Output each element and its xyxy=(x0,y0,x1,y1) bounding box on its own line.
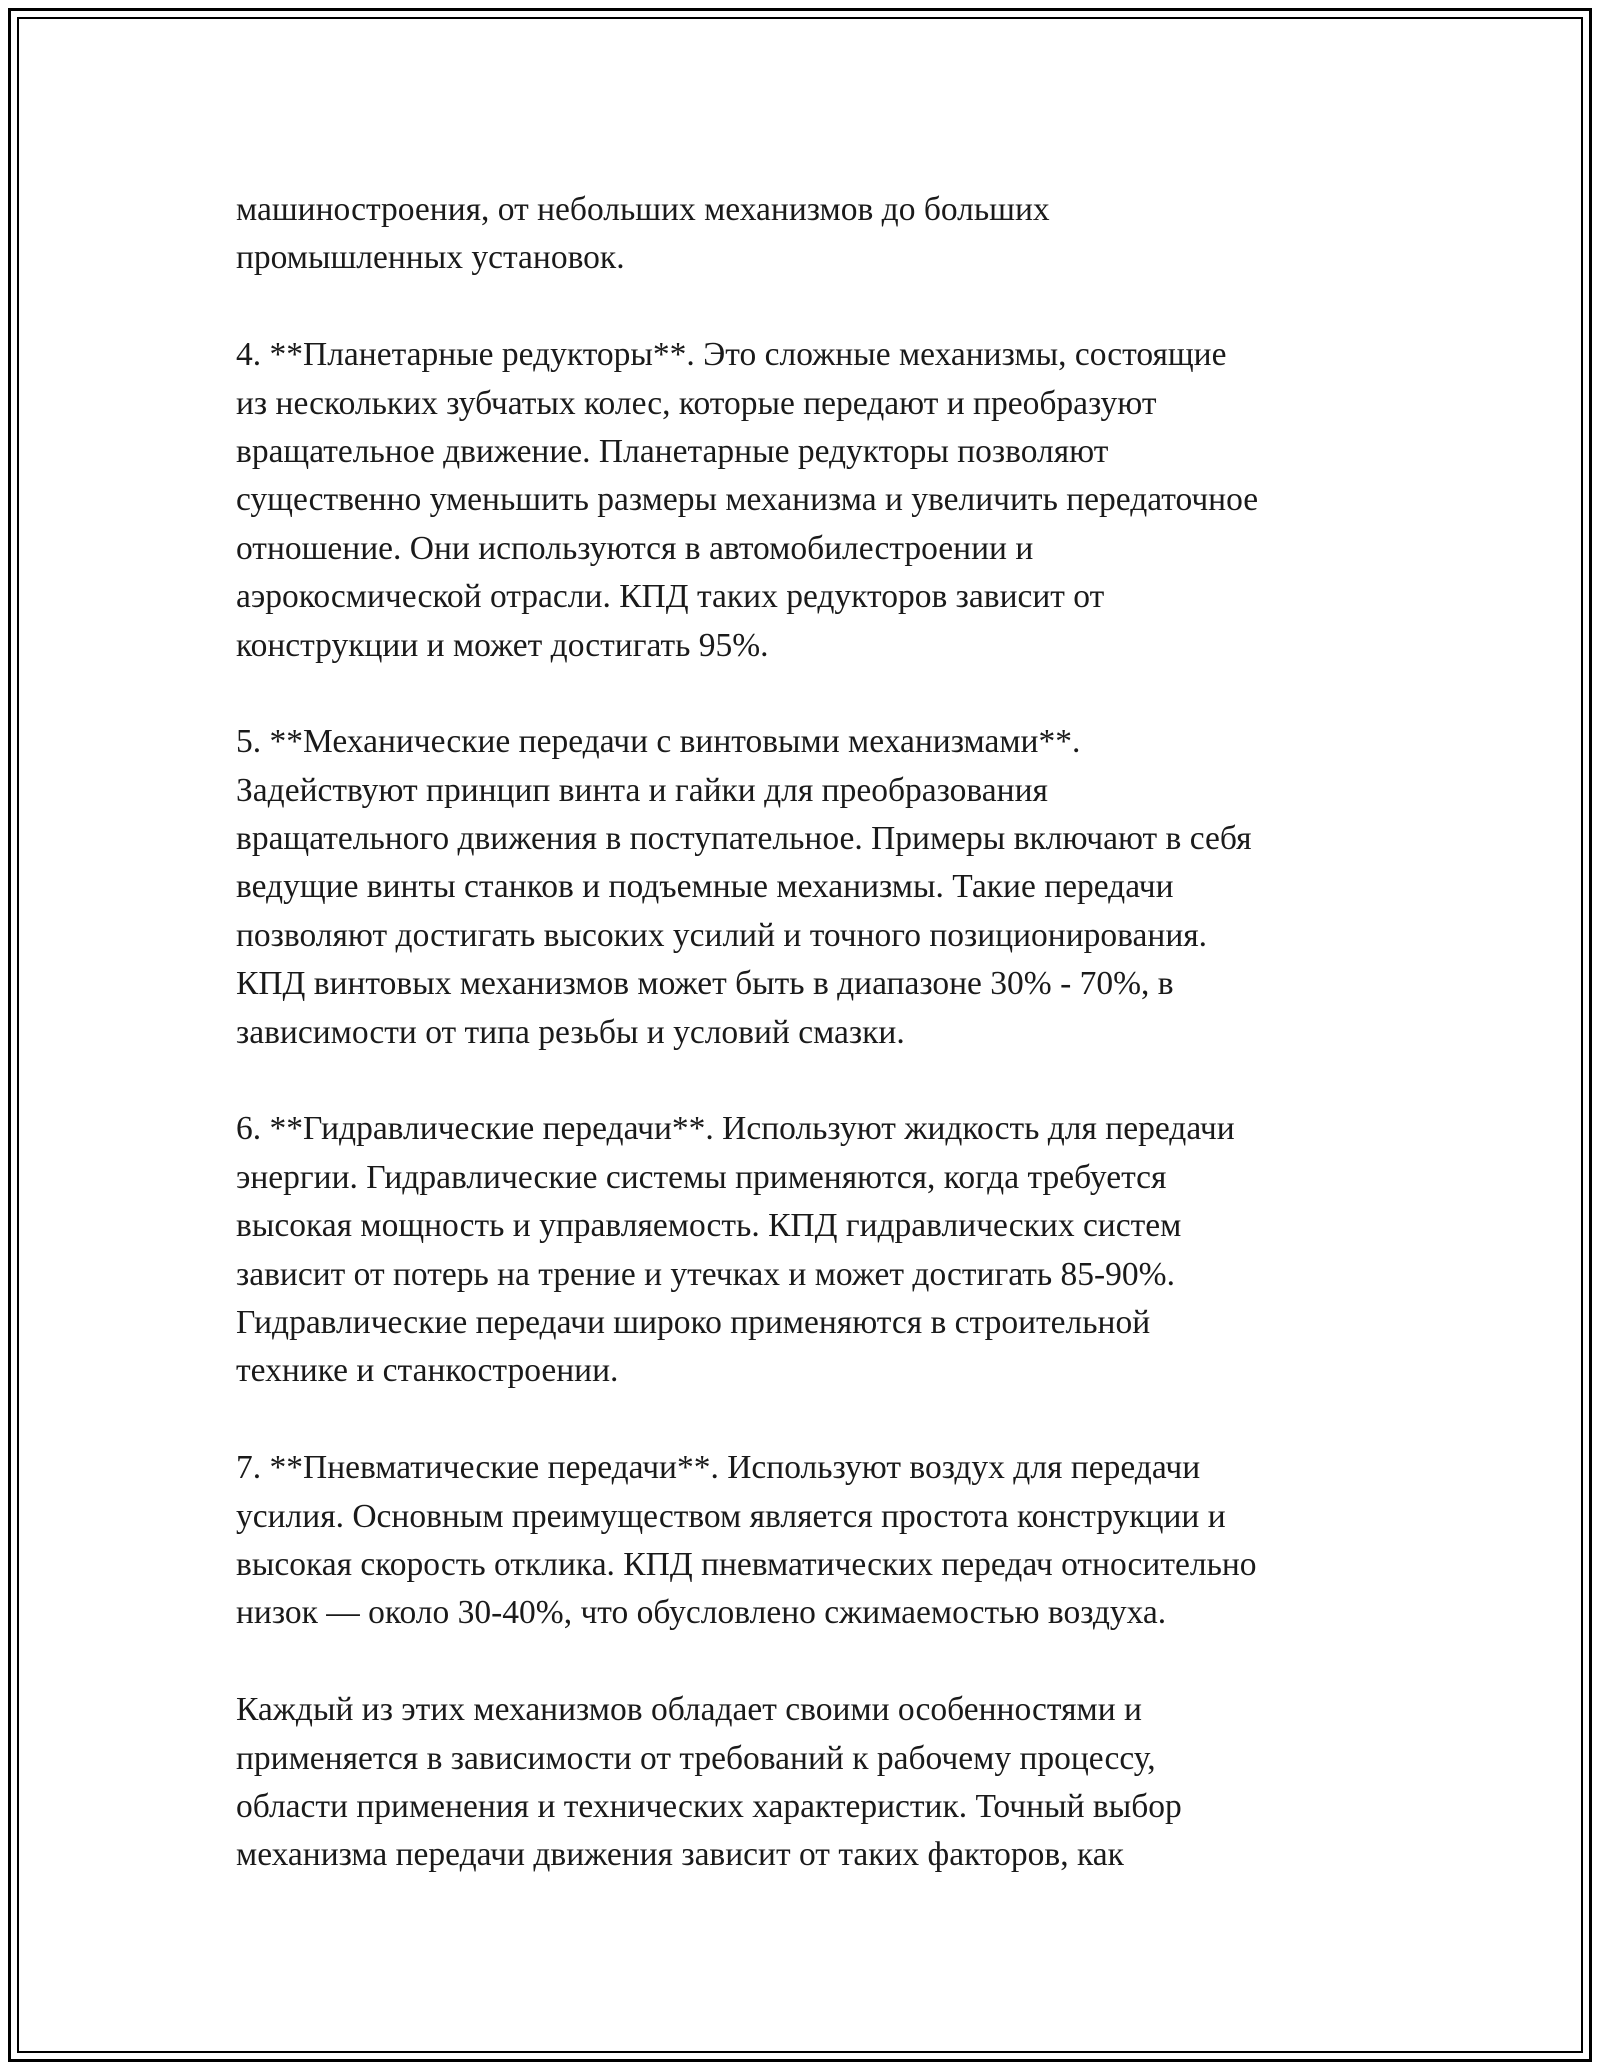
text-line: зависит от потерь на трение и утечках и может достигать 85-90%. xyxy=(236,1255,1175,1293)
text-line: машиностроения, от небольших механизмов до больших xyxy=(236,191,1050,228)
text-line: технике и станкостроении. xyxy=(236,1352,619,1390)
text-line: отношение. Они используются в автомобилестроении и xyxy=(236,529,1034,567)
paragraph-continuation xyxy=(236,186,1386,283)
text-line: механизма передачи движения зависит от таких факторов, как xyxy=(236,1836,1124,1874)
text-line: низок — около 30-40%, что обусловлено сжимаемостью воздуха. xyxy=(236,1594,1167,1632)
text-line: применяется в зависимости от требований к рабочему процессу, xyxy=(236,1739,1156,1777)
document-body xyxy=(236,186,1386,1880)
text-line: 5. **Механические передачи с винтовыми механизмами**. xyxy=(236,723,1081,761)
paragraph-item-5 xyxy=(236,718,1386,1057)
text-line: конструкции и может достигать 95%. xyxy=(236,626,769,664)
text-line: из нескольких зубчатых колес, которые передают и преобразуют xyxy=(236,384,1157,422)
text-line: 4. **Планетарные редукторы**. Это сложные механизмы, состоящие xyxy=(236,336,1227,374)
paragraph-conclusion xyxy=(236,1686,1386,1880)
text-line: аэрокосмической отрасли. КПД таких редукторов зависит от xyxy=(236,578,1105,616)
text-line: зависимости от типа резьбы и условий смазки. xyxy=(236,1013,905,1051)
paragraph-item-4 xyxy=(236,331,1386,670)
text-line: вращательное движение. Планетарные редукторы позволяют xyxy=(236,432,1109,470)
text-line: Задействуют принцип винта и гайки для преобразования xyxy=(236,771,1048,809)
text-line: Гидравлические передачи широко применяются в строительной xyxy=(236,1303,1151,1341)
text-line: вращательного движения в поступательное. Примеры включают в себя xyxy=(236,820,1252,858)
text-line: Каждый из этих механизмов обладает своими особенностями и xyxy=(236,1691,1142,1729)
text-line: позволяют достигать высоких усилий и точного позиционирования. xyxy=(236,916,1208,954)
text-line: энергии. Гидравлические системы применяются, когда требуется xyxy=(236,1158,1167,1196)
text-line: высокая мощность и управляемость. КПД гидравлических систем xyxy=(236,1207,1182,1245)
text-line: существенно уменьшить размеры механизма и увеличить передаточное xyxy=(236,481,1259,519)
text-line: области применения и технических характеристик. Точный выбор xyxy=(236,1787,1182,1825)
text-line: 7. **Пневматические передачи**. Используют воздух для передачи xyxy=(236,1449,1201,1487)
text-line: промышленных установок. xyxy=(236,239,625,277)
text-line: усилия. Основным преимуществом является простота конструкции и xyxy=(236,1497,1226,1535)
text-line: КПД винтовых механизмов может быть в диапазоне 30% - 70%, в xyxy=(236,965,1174,1003)
text-line: ведущие винты станков и подъемные механизмы. Такие передачи xyxy=(236,868,1174,906)
paragraph-item-6 xyxy=(236,1105,1386,1395)
paragraph-item-7 xyxy=(236,1444,1386,1638)
text-line: высокая скорость отклика. КПД пневматических передач относительно xyxy=(236,1545,1257,1583)
text-line: 6. **Гидравлические передачи**. Используют жидкость для передачи xyxy=(236,1110,1235,1148)
